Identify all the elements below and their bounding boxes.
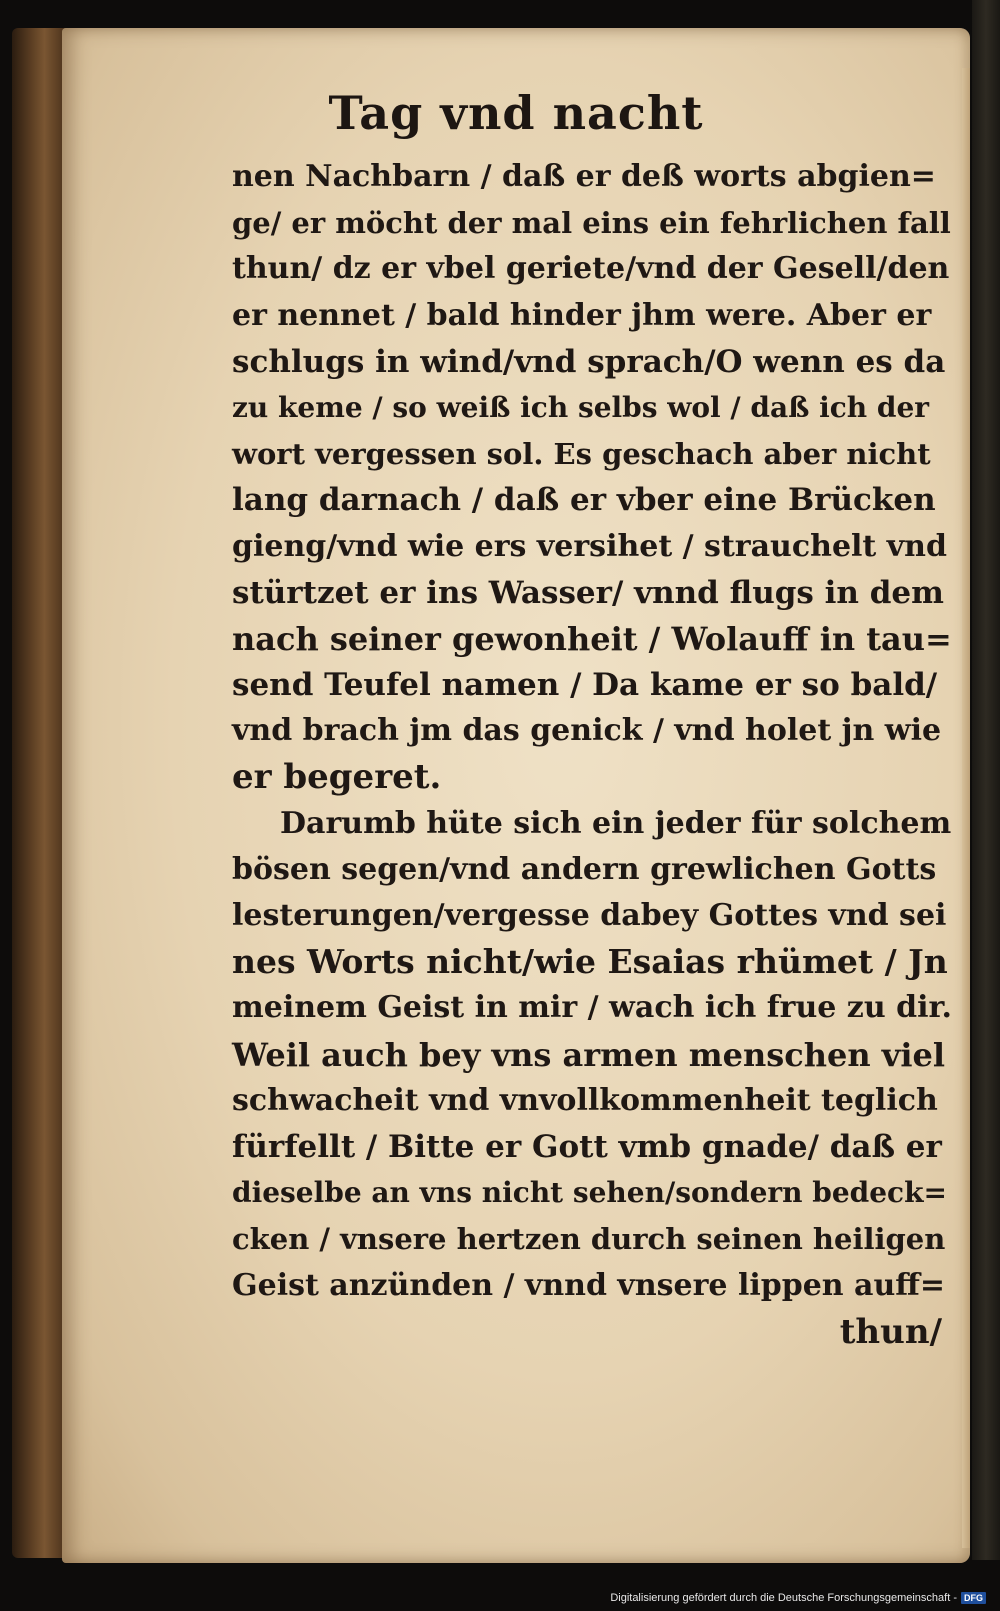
text-line: er nennet / bald hinder jhm were. Aber er	[232, 297, 932, 333]
book-page	[62, 28, 970, 1563]
credit-text: Digitalisierung gefördert durch die Deutsche Forschungsgemeinschaft -	[610, 1592, 957, 1604]
text-line: fürfellt / Bitte er Gott vmb gnade/ daß er	[232, 1128, 942, 1165]
text-line: nen Nachbarn / daß er deß worts abgien=	[232, 159, 936, 194]
text-line: vnd brach jm das genick / vnd holet jn wie	[232, 713, 942, 749]
text-line: bösen segen/vnd andern grewlichen Gotts	[232, 851, 937, 887]
book-spine	[12, 28, 66, 1558]
text-line: thun/ dz er vbel geriete/vnd der Gesell/den	[232, 251, 950, 287]
text-line: gieng/vnd wie ers versihet / strauchelt vnd	[232, 528, 947, 564]
text-line: wort vergessen sol. Es geschach aber nicht	[232, 437, 931, 472]
text-line: send Teufel namen / Da kame er so bald/	[232, 667, 938, 704]
text-line: schlugs in wind/vnd sprach/O wenn es da	[232, 343, 946, 380]
text-line: er begeret.	[232, 757, 442, 798]
catchword: thun/	[839, 1311, 942, 1352]
text-line: lang darnach / daß er vber eine Brücken	[232, 482, 936, 519]
scan-background-right	[972, 0, 1000, 1560]
text-line: lesterungen/vergesse dabey Gottes vnd sei	[232, 898, 947, 933]
text-line: Geist anzünden / vnnd vnsere lippen auff=	[232, 1267, 946, 1303]
dfg-logo-icon: DFG	[961, 1592, 986, 1604]
text-line: ge/ er möcht der mal eins ein fehrlichen fall	[232, 206, 951, 241]
page-edge	[962, 68, 970, 1548]
text-line: meinem Geist in mir / wach ich frue zu dir.	[232, 990, 952, 1026]
running-header: Tag vnd nacht	[328, 86, 704, 140]
text-line: cken / vnsere hertzen durch seinen heiligen	[232, 1222, 946, 1257]
text-line: schwacheit vnd vnvollkommenheit teglich	[232, 1082, 938, 1118]
body-text	[232, 154, 952, 1355]
text-line: nach seiner gewonheit / Wolauff in tau=	[232, 619, 952, 658]
paragraph-start-line: Darumb hüte sich ein jeder für solchem	[280, 805, 952, 841]
text-line: Weil auch bey vns armen menschen viel	[232, 1035, 946, 1074]
digitization-credit	[610, 1592, 986, 1604]
text-line: nes Worts nicht/wie Esaias rhümet / Jn	[232, 942, 948, 982]
scan-footer	[0, 1563, 1000, 1611]
text-line: dieselbe an vns nicht sehen/sondern bedeck=	[232, 1176, 947, 1210]
text-line: stürtzet er ins Wasser/ vnnd flugs in dem	[232, 574, 944, 611]
text-line: zu keme / so weiß ich selbs wol / daß ich der	[232, 390, 930, 424]
